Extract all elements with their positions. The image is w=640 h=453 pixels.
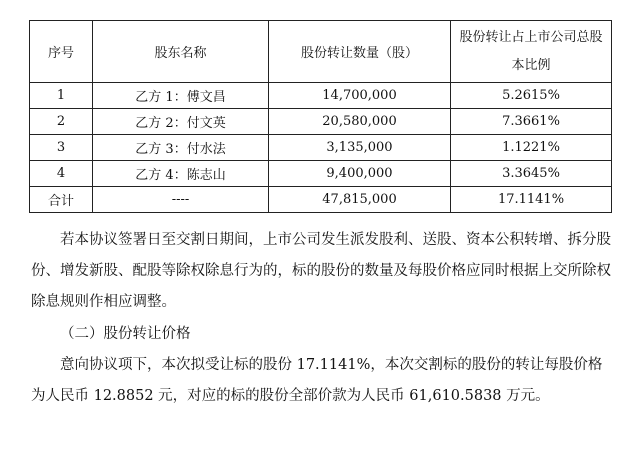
table-row — [30, 135, 612, 161]
cell-total-label: 合计 — [30, 187, 93, 213]
cell-shareholder: 乙方 4：陈志山 — [93, 161, 269, 187]
cell-ratio: 7.3661% — [451, 109, 612, 135]
cell-serial: 1 — [30, 83, 93, 109]
header-transfer-quantity: 股份转让数量（股） — [269, 21, 451, 83]
cell-serial: 2 — [30, 109, 93, 135]
header-shareholder-name: 股东名称 — [93, 21, 269, 83]
cell-quantity: 14,700,000 — [269, 83, 451, 109]
header-serial-number: 序号 — [30, 21, 93, 83]
cell-total-shareholder: ---- — [93, 187, 269, 213]
header-share-ratio: 股份转让占上市公司总股本比例 — [451, 21, 612, 83]
cell-shareholder: 乙方 2：付文英 — [93, 109, 269, 135]
cell-quantity: 9,400,000 — [269, 161, 451, 187]
price-paragraph — [31, 350, 612, 412]
cell-quantity: 3,135,000 — [269, 135, 451, 161]
table-row — [30, 83, 612, 109]
cell-shareholder: 乙方 3：付水法 — [93, 135, 269, 161]
cell-ratio: 3.3645% — [451, 161, 612, 187]
cell-shareholder: 乙方 1：傅文昌 — [93, 83, 269, 109]
share-transfer-table — [29, 20, 612, 213]
cell-quantity: 20,580,000 — [269, 109, 451, 135]
table-header-row — [30, 21, 612, 83]
adjustment-paragraph-text: 若本协议签署日至交割日期间，上市公司发生派发股利、送股、资本公积转增、拆分股份、增发新股、配股等除权除息行为的，标的股份的数量及每股价格应同时根据上交所除权除息规则作相应调整。 — [31, 232, 611, 310]
cell-ratio: 1.1221% — [451, 135, 612, 161]
cell-total-ratio: 17.1141% — [451, 187, 612, 213]
cell-serial: 3 — [30, 135, 93, 161]
table-row — [30, 109, 612, 135]
table-row — [30, 161, 612, 187]
section-heading-text: （二）股份转让价格 — [60, 326, 191, 342]
section-heading — [31, 319, 612, 350]
adjustment-paragraph — [31, 225, 612, 318]
price-paragraph-text: 意向协议项下，本次拟受让标的股份 17.1141%，本次交割标的股份的转让每股价格为人民币 12.8852 元，对应的标的股份全部价款为人民币 61,610.5838 万元。 — [31, 357, 603, 404]
table-total-row — [30, 187, 612, 213]
cell-serial: 4 — [30, 161, 93, 187]
cell-ratio: 5.2615% — [451, 83, 612, 109]
cell-total-quantity: 47,815,000 — [269, 187, 451, 213]
